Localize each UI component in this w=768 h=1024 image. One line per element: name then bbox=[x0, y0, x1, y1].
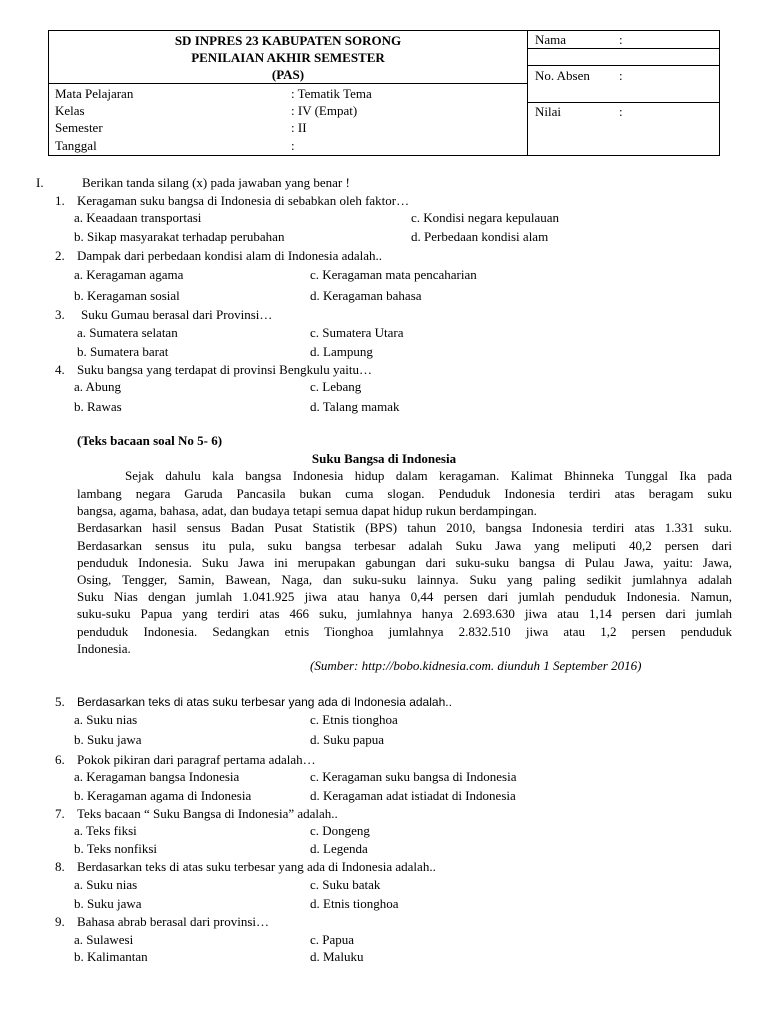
info-value-date: : bbox=[291, 138, 295, 153]
question-number: 8. bbox=[55, 859, 65, 874]
option-a[interactable]: a. Keragaman agama bbox=[74, 267, 184, 282]
question-text: Keragaman suku bangsa di Indonesia di sebabkan oleh faktor… bbox=[77, 193, 410, 208]
option-a[interactable]: a. Teks fiksi bbox=[74, 823, 137, 838]
option-c[interactable]: c. Kondisi negara kepulauan bbox=[411, 210, 560, 225]
name-row-divider bbox=[527, 48, 719, 49]
info-label-semester: Semester bbox=[55, 120, 103, 135]
option-c[interactable]: c. Dongeng bbox=[310, 823, 370, 838]
section-number: I. bbox=[36, 175, 44, 190]
header-title-divider bbox=[49, 83, 527, 84]
score-label: Nilai bbox=[535, 104, 561, 119]
option-a[interactable]: a. Sulawesi bbox=[74, 932, 134, 947]
question-text: Pokok pikiran dari paragraf pertama adalah… bbox=[77, 752, 316, 767]
question-number: 6. bbox=[55, 752, 65, 767]
name-box-divider bbox=[527, 65, 719, 66]
question-number: 9. bbox=[55, 914, 65, 929]
name-label: Nama bbox=[535, 32, 567, 47]
info-value-semester: : II bbox=[291, 120, 307, 135]
option-d[interactable]: d. Etnis tionghoa bbox=[310, 896, 399, 911]
question-number: 3. bbox=[55, 307, 65, 322]
absen-value[interactable]: : bbox=[619, 68, 623, 83]
option-d[interactable]: d. Maluku bbox=[310, 949, 364, 964]
info-value-subject: : Tematik Tema bbox=[291, 86, 372, 101]
question-number: 5. bbox=[55, 694, 65, 709]
option-c[interactable]: c. Papua bbox=[310, 932, 355, 947]
info-value-class: : IV (Empat) bbox=[291, 103, 358, 118]
info-label-class: Kelas bbox=[55, 103, 85, 118]
passage-line: lambang negara Garuda Pancasila bukan cuma slogan. Penduduk Indonesia terdiri atas beragam suku bbox=[77, 486, 732, 501]
option-b[interactable]: b. Keragaman sosial bbox=[74, 288, 180, 303]
info-label-subject: Mata Pelajaran bbox=[55, 86, 134, 101]
exam-abbreviation: (PAS) bbox=[271, 67, 305, 82]
absen-box-divider bbox=[527, 102, 719, 103]
absen-label: No. Absen bbox=[535, 68, 590, 83]
option-b[interactable]: b. Sumatera barat bbox=[77, 344, 169, 359]
question-text: Bahasa abrab berasal dari provinsi… bbox=[77, 914, 270, 929]
section-instruction: Berikan tanda silang (x) pada jawaban yang benar ! bbox=[82, 175, 350, 190]
option-b[interactable]: b. Keragaman agama di Indonesia bbox=[74, 788, 252, 803]
passage-note: (Teks bacaan soal No 5- 6) bbox=[77, 433, 223, 448]
option-a[interactable]: a. Abung bbox=[74, 379, 121, 394]
school-name: SD INPRES 23 KABUPATEN SORONG bbox=[174, 33, 402, 48]
passage-line: penduduk Indonesia. Suku Jawa ini merupakan gabungan dari suku-suku bangsa di Pulau Jawa, yaitu: Jawa, bbox=[77, 555, 732, 570]
name-value[interactable]: : bbox=[619, 32, 623, 47]
option-a[interactable]: a. Sumatera selatan bbox=[77, 325, 178, 340]
question-text: Dampak dari perbedaan kondisi alam di Indonesia adalah.. bbox=[77, 248, 383, 263]
passage-line: bangsa, agama, bahasa, adat, dan budaya tetapi semua dapat hidup rukun berdampingan. bbox=[77, 503, 537, 518]
question-text: Berdasarkan teks di atas suku terbesar yang ada di Indonesia adalah.. bbox=[77, 859, 436, 874]
option-b[interactable]: b. Suku jawa bbox=[74, 896, 142, 911]
option-a[interactable]: a. Keaadaan transportasi bbox=[74, 210, 202, 225]
passage-source: (Sumber: http://bobo.kidnesia.com. diunduh 1 September 2016) bbox=[310, 658, 642, 673]
option-b[interactable]: b. Teks nonfiksi bbox=[74, 841, 157, 856]
option-d[interactable]: d. Lampung bbox=[310, 344, 373, 359]
option-b[interactable]: b. Kalimantan bbox=[74, 949, 148, 964]
option-d[interactable]: d. Keragaman adat istiadat di Indonesia bbox=[310, 788, 516, 803]
passage-line: Sejak dahulu kala bangsa Indonesia hidup dalam keragaman. Kalimat Bhinneka Tunggal Ika pada bbox=[125, 468, 732, 483]
option-c[interactable]: c. Keragaman suku bangsa di Indonesia bbox=[310, 769, 517, 784]
option-c[interactable]: c. Lebang bbox=[310, 379, 362, 394]
question-number: 2. bbox=[55, 248, 65, 263]
option-c[interactable]: c. Etnis tionghoa bbox=[310, 712, 398, 727]
passage-line: Berdasarkan sensus itu pula, suku bangsa terbesar adalah Suku Jawa yang meliputi 40,2 persen dari bbox=[77, 538, 732, 553]
option-a[interactable]: a. Suku nias bbox=[74, 712, 138, 727]
option-a[interactable]: a. Keragaman bangsa Indonesia bbox=[74, 769, 240, 784]
option-b[interactable]: b. Rawas bbox=[74, 399, 122, 414]
exam-name: PENILAIAN AKHIR SEMESTER bbox=[191, 50, 385, 65]
question-text: Teks bacaan “ Suku Bangsa di Indonesia” adalah.. bbox=[77, 806, 338, 821]
question-text: Suku bangsa yang terdapat di provinsi Bengkulu yaitu… bbox=[77, 362, 372, 377]
option-c[interactable]: c. Sumatera Utara bbox=[310, 325, 404, 340]
passage-line: Suku Nias dengan jumlah 1.041.925 jiwa atau hanya 0,44 persen dari jumlah penduduk Indonesia. Namun, bbox=[77, 589, 732, 604]
question-number: 7. bbox=[55, 806, 65, 821]
option-d[interactable]: d. Suku papua bbox=[310, 732, 385, 747]
passage-title: Suku Bangsa di Indonesia bbox=[311, 451, 457, 466]
question-text: Berdasarkan teks di atas suku terbesar yang ada di Indonesia adalah.. bbox=[77, 695, 452, 709]
score-value[interactable]: : bbox=[619, 104, 623, 119]
passage-line: Berdasarkan hasil sensus Badan Pusat Statistik (BPS) tahun 2010, bangsa Indonesia terdiri atas 1.331 suku. bbox=[77, 520, 732, 535]
option-b[interactable]: b. Sikap masyarakat terhadap perubahan bbox=[74, 229, 285, 244]
option-d[interactable]: d. Keragaman bahasa bbox=[310, 288, 422, 303]
passage-line: Osing, Tengger, Samin, Bawean, Naga, dan suku-suku lainnya. Suku yang paling sedikit jumlahnya adalah bbox=[77, 572, 732, 587]
passage-line: suku-suku Papua yang terdiri atas 466 suku, jumlahnya hanya 2.693.630 jiwa atau 1,14 persen dari jumlah bbox=[77, 606, 732, 621]
option-a[interactable]: a. Suku nias bbox=[74, 877, 138, 892]
header-column-divider bbox=[527, 31, 528, 155]
option-d[interactable]: d. Legenda bbox=[310, 841, 368, 856]
question-number: 1. bbox=[55, 193, 65, 208]
question-number: 4. bbox=[55, 362, 65, 377]
passage-line: penduduk Indonesia. Sedangkan etnis Tionghoa jumlahnya 2.832.510 jiwa atau 1,2 persen penduduk bbox=[77, 624, 732, 639]
option-c[interactable]: c. Suku batak bbox=[310, 877, 381, 892]
option-d[interactable]: d. Talang mamak bbox=[310, 399, 400, 414]
option-c[interactable]: c. Keragaman mata pencaharian bbox=[310, 267, 477, 282]
exam-header-table bbox=[48, 30, 720, 156]
option-d[interactable]: d. Perbedaan kondisi alam bbox=[411, 229, 549, 244]
passage-line: Indonesia. bbox=[77, 641, 131, 656]
question-text: Suku Gumau berasal dari Provinsi… bbox=[81, 307, 273, 322]
info-label-date: Tanggal bbox=[55, 138, 97, 153]
option-b[interactable]: b. Suku jawa bbox=[74, 732, 142, 747]
